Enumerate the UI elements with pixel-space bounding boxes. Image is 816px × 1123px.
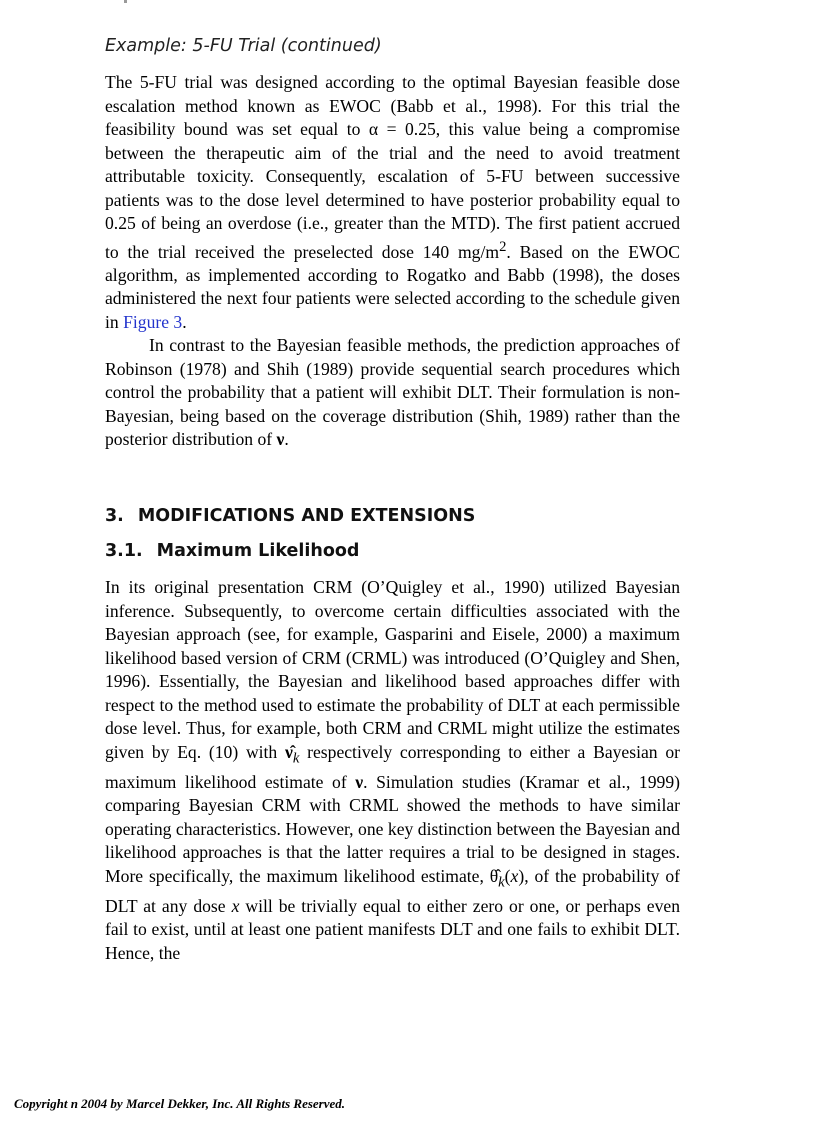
theta-paren-close: ) xyxy=(518,865,525,886)
figure-3-link[interactable]: Figure 3 xyxy=(123,311,183,332)
subsection-title: Maximum Likelihood xyxy=(156,541,360,561)
ml-text-a: In its original presentation CRM (O’Quigley et al., 1990) utilized Bayesian inference. Subsequently, to overcome certain difficulties associated with the Bayesian approach (see, for example, Gasparini and Eisele, 2000) a maximum likelihood based version of CRM (CRML) was introduced (O’Quigley and Shen, 1996). Essentially, the Bayesian and likelihood based approaches differ with respect to the method used to estimate the probability of DLT at each permissible dose level. Thus, for example, both CRM and CRML might utilize the estimates given by Eq. (10) with xyxy=(105,577,680,762)
subsection-heading xyxy=(105,541,359,561)
ml-text-e: will be trivially equal to either zero or one, or perhaps even fail to exist, until at least one patient manifests DLT and one fails to exhibit DLT. Hence, the xyxy=(105,895,681,963)
nu-hat-symbol: ν̂ xyxy=(284,741,293,762)
ml-text-d: , of the probability of DLT at any dose xyxy=(105,865,680,916)
nu-symbol: ν xyxy=(276,429,285,450)
paragraph-ewoc-part2: . Based on the EWOC algorithm, as implemented according to Rogatko and Babb (1998), the doses administered the next four patients were selected according to the schedule given in xyxy=(105,241,680,332)
section-number: 3. xyxy=(105,506,124,526)
section-title: MODIFICATIONS AND EXTENSIONS xyxy=(137,506,476,526)
superscript-2: 2 xyxy=(499,238,507,255)
section-heading xyxy=(105,506,475,526)
nu-symbol-2: ν xyxy=(355,771,364,792)
dose-variable: x xyxy=(231,895,240,916)
subsection-number: 3.1. xyxy=(105,541,143,561)
paragraph-prediction-end: . xyxy=(284,429,289,450)
paragraph-ewoc-part3: . xyxy=(182,311,187,332)
theta-argument: x xyxy=(510,865,519,886)
ml-text-b: respectively corresponding to either a Bayesian or maximum likelihood estimate of xyxy=(105,741,680,792)
body-text-bottom xyxy=(105,576,680,965)
example-heading: Example: 5-FU Trial (continued) xyxy=(105,36,382,56)
paragraph-prediction-text: In contrast to the Bayesian feasible methods, the prediction approaches of Robinson (1978) and Shih (1989) provide sequential search procedures which control the probability that a patient will exhibit DLT. Their formulation is non-Bayesian, being based on the coverage distribution (Shih, 1989) rather than the posterior distribution of xyxy=(105,335,680,450)
paragraph-ewoc xyxy=(105,71,680,334)
paragraph-max-likelihood xyxy=(105,576,680,965)
ml-text-c: . Simulation studies (Kramar et al., 1999) comparing Bayesian CRM with CRML showed the methods to have similar operating characteristics. However, one key distinction between the Bayesian and likelihood approaches is that the latter requires a trial to be designed in stages. More specifically, the maximum likelihood estimate, xyxy=(105,771,680,886)
page-corner-mark xyxy=(124,0,127,3)
paragraph-ewoc-part1: The 5-FU trial was designed according to the optimal Bayesian feasible dose escalation method known as EWOC (Babb et al., 1998). For this trial the feasibility bound was set equal to α = 0.25, this value being a compromise between the therapeutic aim of the trial and the need to avoid treatment attributable toxicity. Consequently, escalation of 5-FU between successive patients was to the dose level determined to have posterior probability equal to 0.25 of being an overdose (i.e., greater than the MTD). The first patient accrued to the trial received the preselected dose 140 mg/m xyxy=(105,72,680,262)
theta-paren-open: ( xyxy=(504,865,511,886)
body-text-top xyxy=(105,71,680,452)
copyright-footer: Copyright n 2004 by Marcel Dekker, Inc. All Rights Reserved. xyxy=(14,1096,346,1111)
nu-hat-subscript: k xyxy=(292,750,300,767)
paragraph-prediction xyxy=(105,334,680,452)
theta-subscript: k xyxy=(498,874,505,891)
theta-hat-symbol: θ̂ xyxy=(489,865,499,886)
